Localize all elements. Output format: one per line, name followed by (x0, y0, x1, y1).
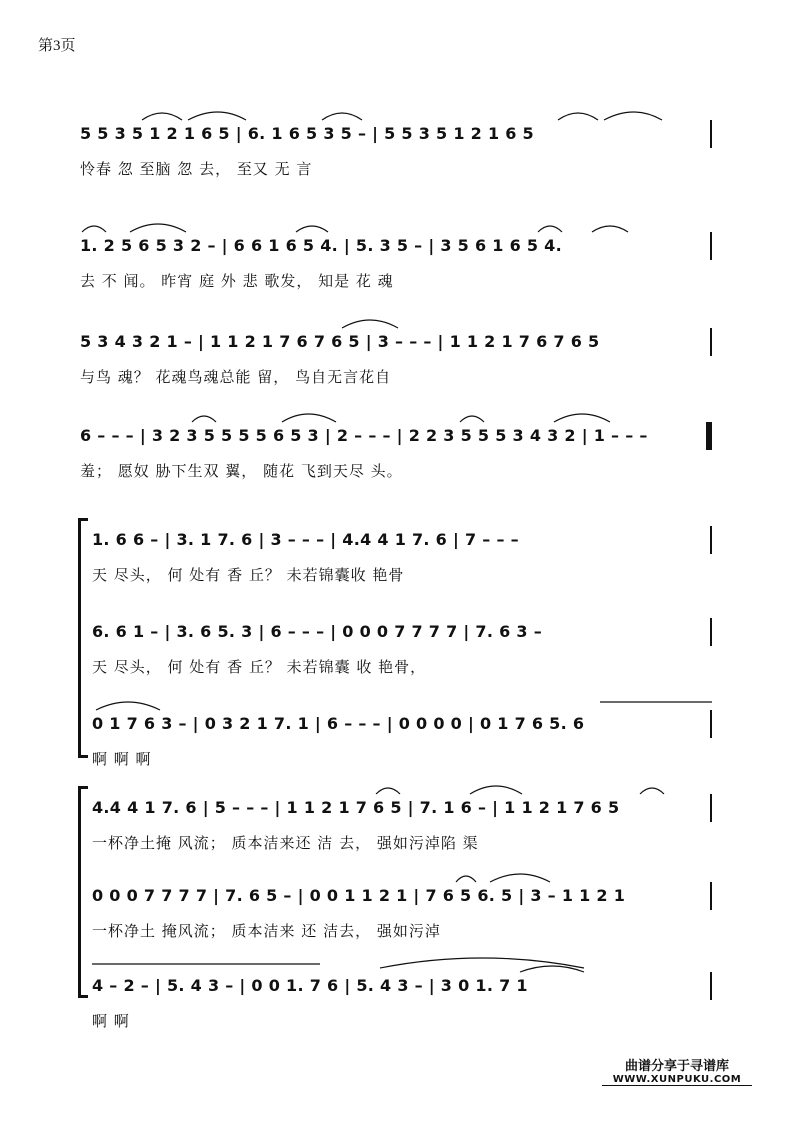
site-url[interactable]: WWW.XUNPUKU.COM (602, 1074, 752, 1086)
lyrics-line: 啊 啊 (92, 1012, 130, 1030)
jianpu-notes: 5 3 4 3 2 1 – | 1 1 2 1 7 6 7 6 5 | 3 – – – | 1 1 2 1 7 6 7 6 5 (80, 332, 600, 351)
slur-marks (80, 696, 720, 716)
lyrics-line: 啊 啊 啊 (92, 750, 152, 768)
barline (710, 328, 712, 356)
score-row-9 (80, 886, 720, 956)
lyrics-line: 一杯净土掩 风流； 质本洁来还 洁 去， 强如污淖陷 渠 (92, 834, 479, 852)
barline (710, 526, 712, 554)
slur-marks (80, 868, 720, 888)
score-row-5 (80, 530, 720, 600)
slur-marks (80, 780, 720, 800)
score-row-4 (80, 426, 720, 496)
jianpu-notes: 4 – 2 – | 5. 4 3 – | 0 0 1. 7 6 | 5. 4 3 – | 3 0 1. 7 1 (92, 976, 528, 995)
score-row-3 (80, 332, 720, 402)
barline (710, 120, 712, 148)
slur-marks (80, 958, 720, 978)
slur-marks (80, 314, 720, 334)
barline (710, 794, 712, 822)
lyrics-line: 怜春 忽 至脑 忽 去， 至又 无 言 (80, 160, 313, 178)
score-row-1 (80, 124, 720, 194)
site-watermark (602, 1055, 752, 1095)
barline (710, 710, 712, 738)
barline (710, 882, 712, 910)
jianpu-notes: 4.4 4 1 7. 6 | 5 – – – | 1 1 2 1 7 6 5 | 7. 1 6 – | 1 1 2 1 7 6 5 (92, 798, 620, 817)
lyrics-line: 天 尽头， 何 处有 香 丘？ 未若锦囊收 艳骨 (92, 566, 405, 584)
jianpu-notes: 5 5 3 5 1 2 1 6 5 | 6. 1 6 5 3 5 – | 5 5 3 5 1 2 1 6 5 (80, 124, 534, 143)
jianpu-notes: 1. 6 6 – | 3. 1 7. 6 | 3 – – – | 4.4 4 1 7. 6 | 7 – – – (92, 530, 519, 549)
page-number: 第3页 (38, 38, 76, 54)
site-name: 曲谱分享于寻谱库 (624, 1059, 729, 1074)
score-row-8 (80, 798, 720, 868)
score-row-7 (80, 714, 720, 784)
lyrics-line: 一杯净土 掩风流； 质本洁来 还 洁去， 强如污淖 (92, 922, 441, 940)
lyrics-line: 去 不 闻。 昨宵 庭 外 悲 歌发， 知是 花 魂 (80, 272, 394, 290)
barline (710, 618, 712, 646)
slur-marks (80, 218, 720, 238)
barline (710, 972, 712, 1000)
final-barline (706, 422, 712, 450)
score-row-2 (80, 236, 720, 306)
slur-marks (80, 408, 720, 428)
jianpu-notes: 6. 6 1 – | 3. 6 5. 3 | 6 – – – | 0 0 0 7 7 7 7 | 7. 6 3 – (92, 622, 543, 641)
barline (710, 232, 712, 260)
lyrics-line: 与鸟 魂？ 花魂鸟魂总能 留， 鸟自无言花自 (80, 368, 392, 386)
score-row-10 (80, 976, 720, 1046)
score-row-6 (80, 622, 720, 692)
jianpu-notes: 0 1 7 6 3 – | 0 3 2 1 7. 1 | 6 – – – | 0 0 0 0 | 0 1 7 6 5. 6 (92, 714, 585, 733)
jianpu-notes: 0 0 0 7 7 7 7 | 7. 6 5 – | 0 0 1 1 2 1 | 7 6 5 6. 5 | 3 – 1 1 2 1 (92, 886, 626, 905)
slur-marks (80, 106, 720, 126)
lyrics-line: 天 尽头， 何 处有 香 丘？ 未若锦囊 收 艳骨， (92, 658, 427, 676)
jianpu-notes: 6 – – – | 3 2 3 5 5 5 5 6 5 3 | 2 – – – | 2 2 3 5 5 5 3 4 3 2 | 1 – – – (80, 426, 648, 445)
lyrics-line: 羞； 愿奴 胁下生双 翼， 随花 飞到天尽 头。 (80, 462, 403, 480)
jianpu-notes: 1. 2 5 6 5 3 2 – | 6 6 1 6 5 4. | 5. 3 5 – | 3 5 6 1 6 5 4. (80, 236, 562, 255)
